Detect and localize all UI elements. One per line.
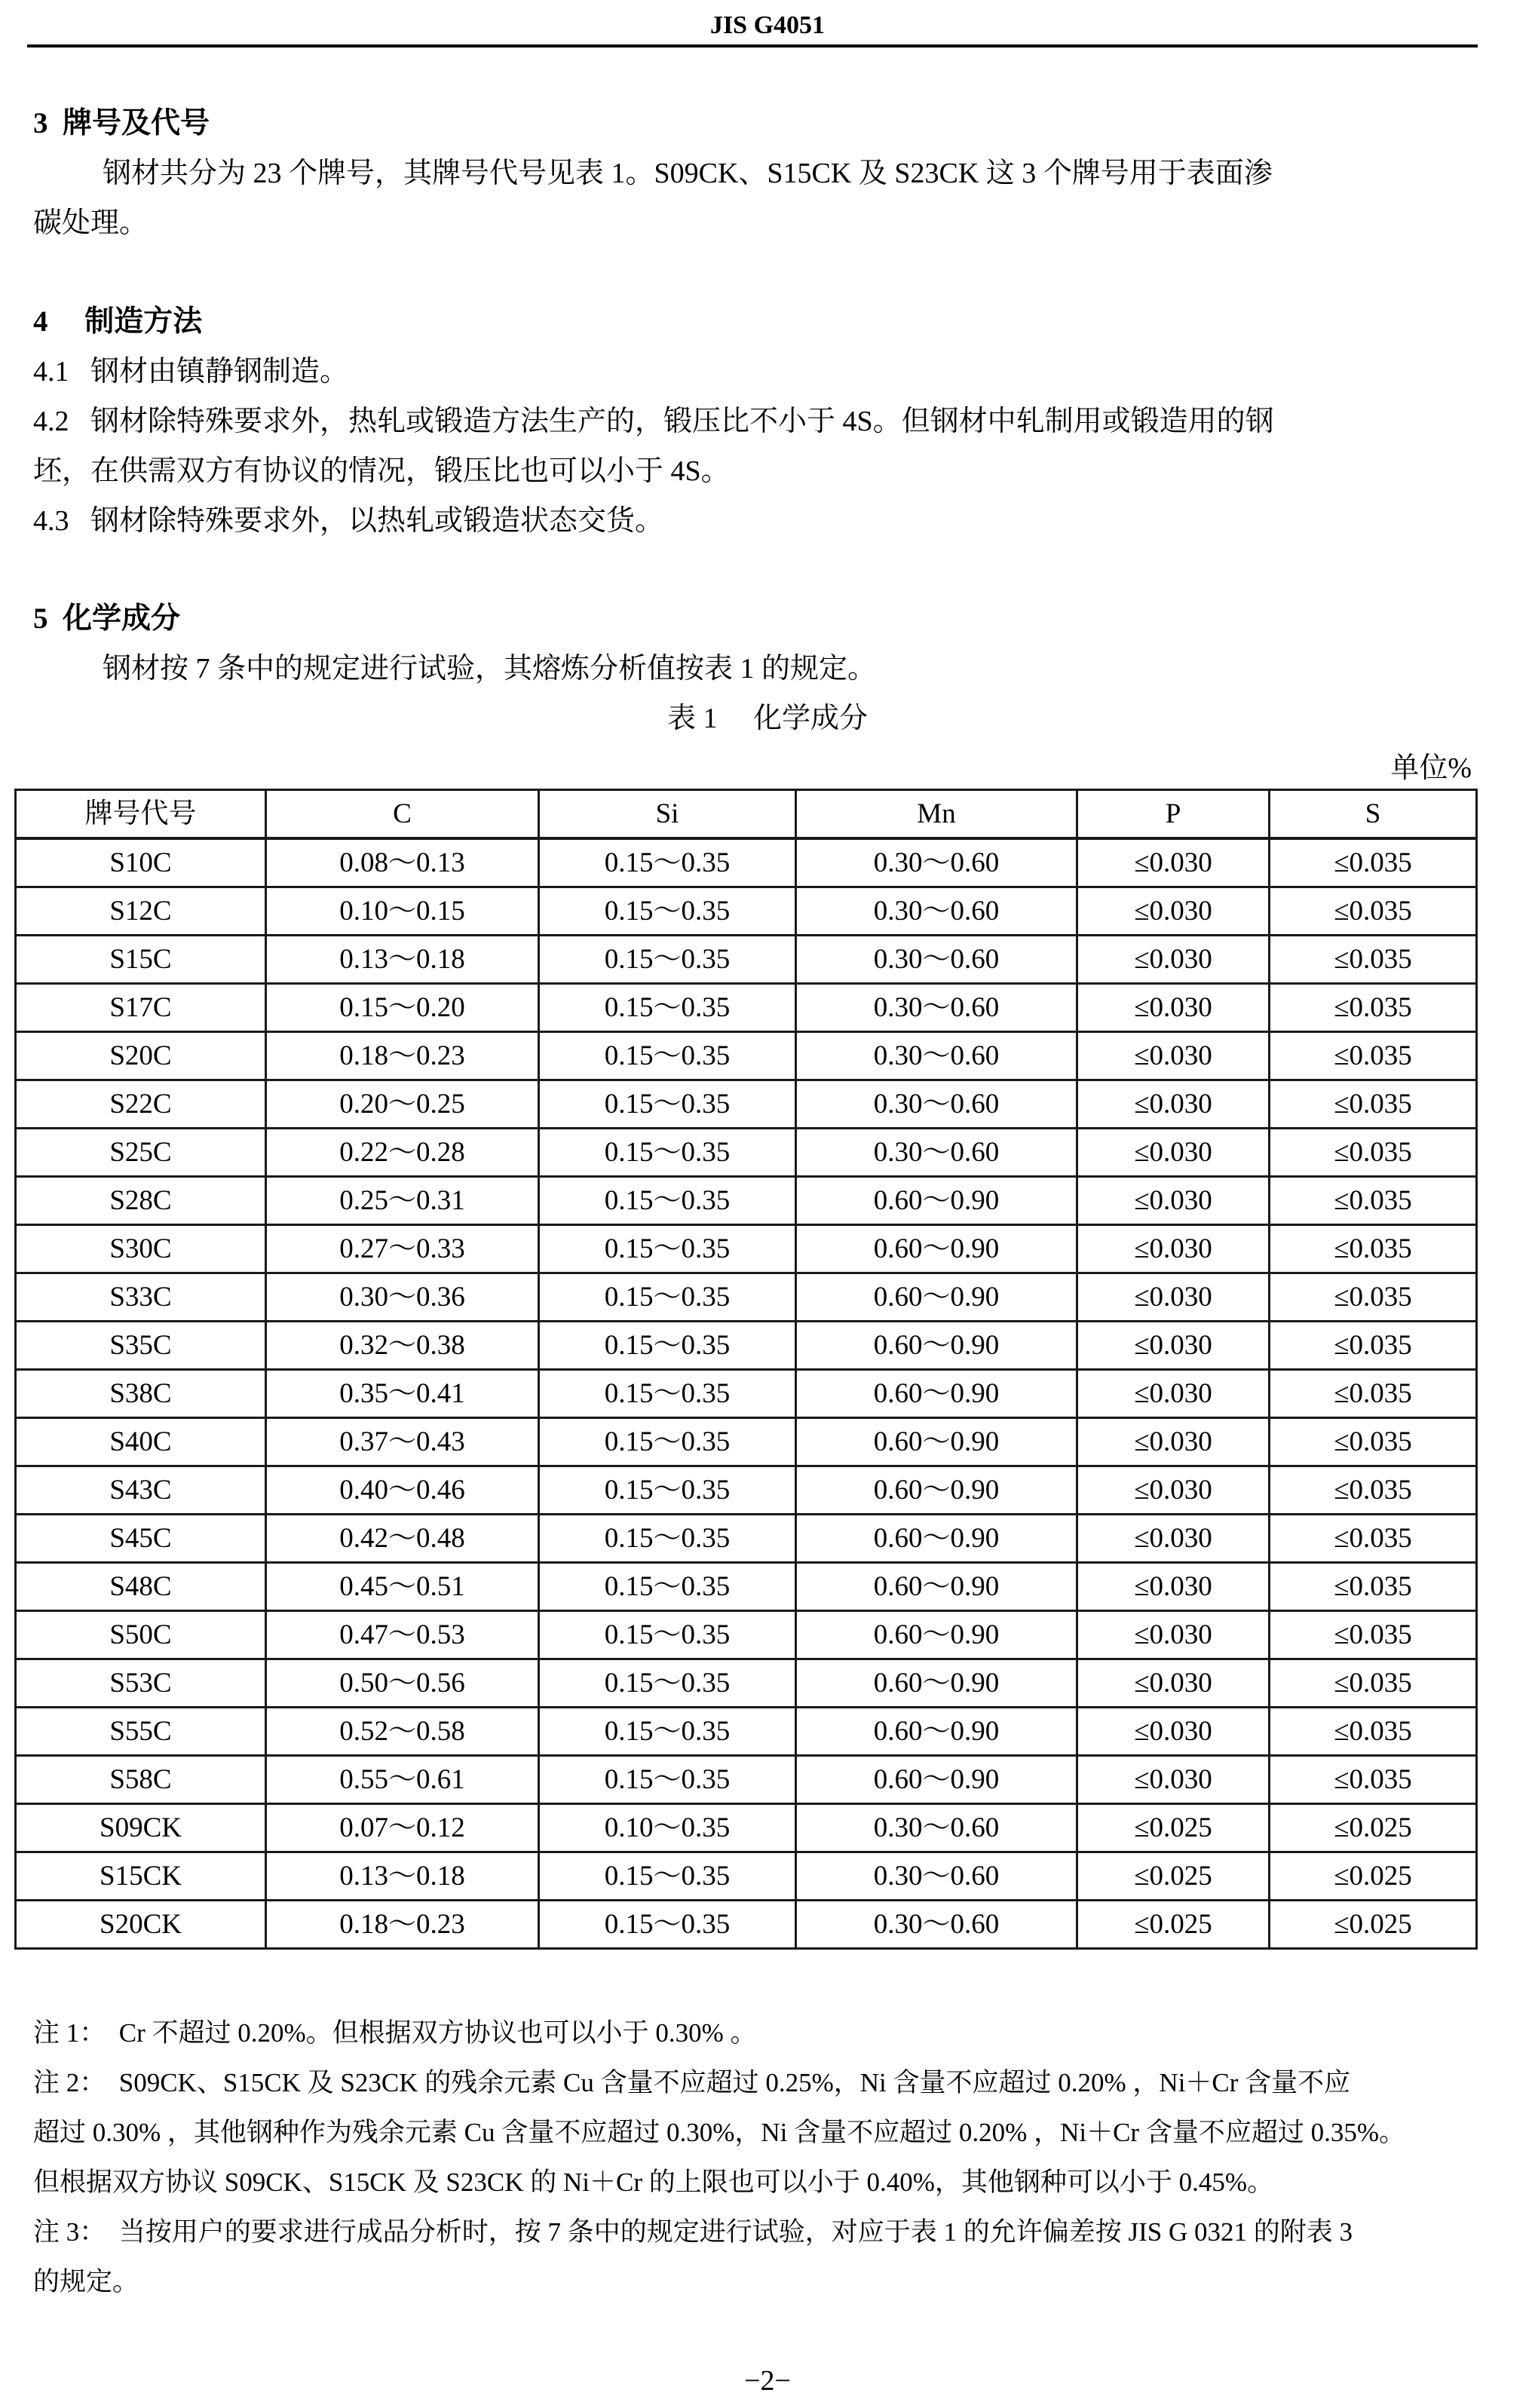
cell-mn: 0.60～0.90 bbox=[796, 1659, 1077, 1708]
table-row bbox=[16, 1129, 1477, 1177]
page-number: −2− bbox=[744, 2365, 791, 2397]
table-caption: 表 1 化学成分 bbox=[666, 703, 868, 734]
cell-p: ≤0.030 bbox=[1077, 984, 1270, 1032]
cell-grade: S15C bbox=[16, 936, 266, 984]
cell-grade: S50C bbox=[16, 1611, 266, 1659]
table-row bbox=[16, 1466, 1477, 1515]
cell-s: ≤0.035 bbox=[1270, 1273, 1477, 1322]
cell-s: ≤0.035 bbox=[1270, 1032, 1477, 1080]
cell-s: ≤0.035 bbox=[1270, 1756, 1477, 1804]
clause-number: 4.1 bbox=[33, 356, 69, 388]
cell-c: 0.08～0.13 bbox=[266, 838, 539, 887]
cell-grade: S48C bbox=[16, 1563, 266, 1611]
table-row bbox=[16, 1901, 1477, 1949]
table-row bbox=[16, 1225, 1477, 1273]
cell-s: ≤0.025 bbox=[1270, 1804, 1477, 1852]
cell-s: ≤0.035 bbox=[1270, 1708, 1477, 1756]
table-row bbox=[16, 1852, 1477, 1901]
cell-c: 0.55～0.61 bbox=[266, 1756, 539, 1804]
cell-p: ≤0.030 bbox=[1077, 1515, 1270, 1563]
cell-grade: S38C bbox=[16, 1370, 266, 1418]
cell-grade: S20CK bbox=[16, 1901, 266, 1949]
cell-p: ≤0.025 bbox=[1077, 1901, 1270, 1949]
cell-s: ≤0.035 bbox=[1270, 1225, 1477, 1273]
table-row bbox=[16, 1032, 1477, 1080]
cell-s: ≤0.035 bbox=[1270, 1466, 1477, 1515]
cell-p: ≤0.030 bbox=[1077, 1708, 1270, 1756]
section-4-number: 4 bbox=[33, 305, 48, 338]
cell-s: ≤0.035 bbox=[1270, 887, 1477, 936]
table-row bbox=[16, 1659, 1477, 1708]
cell-si: 0.15～0.35 bbox=[539, 1708, 796, 1756]
table-row bbox=[16, 1611, 1477, 1659]
column-header-mn: Mn bbox=[796, 790, 1077, 839]
cell-p: ≤0.030 bbox=[1077, 1177, 1270, 1225]
cell-mn: 0.60～0.90 bbox=[796, 1515, 1077, 1563]
table-header-row bbox=[16, 790, 1477, 839]
section-3-paragraph-line-2: 碳处理。 bbox=[33, 207, 149, 239]
cell-c: 0.42～0.48 bbox=[266, 1515, 539, 1563]
cell-mn: 0.60～0.90 bbox=[796, 1322, 1077, 1370]
cell-si: 0.15～0.35 bbox=[539, 1659, 796, 1708]
cell-si: 0.15～0.35 bbox=[539, 1563, 796, 1611]
cell-mn: 0.60～0.90 bbox=[796, 1370, 1077, 1418]
section-3-number: 3 bbox=[33, 107, 48, 139]
cell-grade: S25C bbox=[16, 1129, 266, 1177]
clause-text: 钢材除特殊要求外，热轧或锻造方法生产的，锻压比不小于 4S。但钢材中轧制用或锻造用的钢 bbox=[90, 406, 1274, 437]
section-3-title: 牌号及代号 bbox=[63, 107, 210, 139]
table-row bbox=[16, 1322, 1477, 1370]
cell-grade: S09CK bbox=[16, 1804, 266, 1852]
cell-p: ≤0.030 bbox=[1077, 838, 1270, 887]
cell-s: ≤0.035 bbox=[1270, 1515, 1477, 1563]
cell-mn: 0.30～0.60 bbox=[796, 1901, 1077, 1949]
cell-p: ≤0.025 bbox=[1077, 1852, 1270, 1901]
cell-p: ≤0.030 bbox=[1077, 1563, 1270, 1611]
cell-mn: 0.30～0.60 bbox=[796, 936, 1077, 984]
cell-c: 0.20～0.25 bbox=[266, 1080, 539, 1129]
cell-grade: S45C bbox=[16, 1515, 266, 1563]
cell-si: 0.15～0.35 bbox=[539, 1225, 796, 1273]
clause-text: 钢材由镇静钢制造。 bbox=[90, 356, 349, 388]
cell-si: 0.15～0.35 bbox=[539, 1756, 796, 1804]
cell-s: ≤0.035 bbox=[1270, 1611, 1477, 1659]
cell-c: 0.35～0.41 bbox=[266, 1370, 539, 1418]
cell-mn: 0.60～0.90 bbox=[796, 1418, 1077, 1466]
note-2-line-2: 超过 0.30% ，其他钢种作为残余元素 Cu 含量不应超过 0.30%，Ni 含量不应超过 0.20% ，Ni＋Cr 含量不应超过 0.35%。 bbox=[33, 2118, 1405, 2147]
cell-mn: 0.30～0.60 bbox=[796, 1852, 1077, 1901]
table-row bbox=[16, 1804, 1477, 1852]
table-row bbox=[16, 1515, 1477, 1563]
cell-si: 0.15～0.35 bbox=[539, 1418, 796, 1466]
table-row bbox=[16, 838, 1477, 887]
cell-p: ≤0.030 bbox=[1077, 1129, 1270, 1177]
cell-p: ≤0.030 bbox=[1077, 1659, 1270, 1708]
cell-grade: S10C bbox=[16, 838, 266, 887]
cell-si: 0.15～0.35 bbox=[539, 936, 796, 984]
cell-p: ≤0.030 bbox=[1077, 1466, 1270, 1515]
cell-p: ≤0.030 bbox=[1077, 1225, 1270, 1273]
cell-c: 0.32～0.38 bbox=[266, 1322, 539, 1370]
table-row bbox=[16, 1756, 1477, 1804]
cell-mn: 0.30～0.60 bbox=[796, 887, 1077, 936]
clause-4-2 bbox=[33, 403, 1274, 440]
cell-mn: 0.60～0.90 bbox=[796, 1225, 1077, 1273]
cell-s: ≤0.035 bbox=[1270, 1129, 1477, 1177]
table-row bbox=[16, 1370, 1477, 1418]
cell-si: 0.15～0.35 bbox=[539, 838, 796, 887]
cell-s: ≤0.025 bbox=[1270, 1852, 1477, 1901]
cell-c: 0.07～0.12 bbox=[266, 1804, 539, 1852]
section-4-title: 制造方法 bbox=[84, 305, 203, 338]
cell-p: ≤0.030 bbox=[1077, 1418, 1270, 1466]
cell-grade: S33C bbox=[16, 1273, 266, 1322]
cell-c: 0.13～0.18 bbox=[266, 1852, 539, 1901]
note-2-line-3: 但根据双方协议 S09CK、S15CK 及 S23CK 的 Ni＋Cr 的上限也可以小于 0.40%，其他钢种可以小于 0.45%。 bbox=[33, 2168, 1274, 2197]
table-row bbox=[16, 1080, 1477, 1129]
cell-p: ≤0.030 bbox=[1077, 887, 1270, 936]
table-row bbox=[16, 1177, 1477, 1225]
table-row bbox=[16, 936, 1477, 984]
chemical-composition-table bbox=[14, 789, 1478, 1950]
cell-si: 0.15～0.35 bbox=[539, 1466, 796, 1515]
cell-si: 0.15～0.35 bbox=[539, 1852, 796, 1901]
cell-mn: 0.30～0.60 bbox=[796, 838, 1077, 887]
cell-grade: S20C bbox=[16, 1032, 266, 1080]
section-5-heading bbox=[33, 601, 180, 637]
clause-number: 4.2 bbox=[33, 406, 69, 437]
cell-c: 0.52～0.58 bbox=[266, 1708, 539, 1756]
cell-si: 0.15～0.35 bbox=[539, 1129, 796, 1177]
table-row bbox=[16, 984, 1477, 1032]
cell-c: 0.10～0.15 bbox=[266, 887, 539, 936]
cell-c: 0.50～0.56 bbox=[266, 1659, 539, 1708]
cell-si: 0.15～0.35 bbox=[539, 1515, 796, 1563]
table-row bbox=[16, 887, 1477, 936]
cell-p: ≤0.030 bbox=[1077, 1322, 1270, 1370]
cell-mn: 0.30～0.60 bbox=[796, 1080, 1077, 1129]
cell-grade: S12C bbox=[16, 887, 266, 936]
column-header-c: C bbox=[266, 790, 539, 839]
cell-si: 0.15～0.35 bbox=[539, 1370, 796, 1418]
cell-s: ≤0.035 bbox=[1270, 838, 1477, 887]
cell-si: 0.15～0.35 bbox=[539, 1177, 796, 1225]
cell-s: ≤0.025 bbox=[1270, 1901, 1477, 1949]
cell-p: ≤0.030 bbox=[1077, 1080, 1270, 1129]
column-header-s: S bbox=[1270, 790, 1477, 839]
cell-grade: S28C bbox=[16, 1177, 266, 1225]
cell-mn: 0.30～0.60 bbox=[796, 1129, 1077, 1177]
cell-grade: S15CK bbox=[16, 1852, 266, 1901]
cell-s: ≤0.035 bbox=[1270, 1418, 1477, 1466]
clause-4-3 bbox=[33, 503, 663, 539]
cell-s: ≤0.035 bbox=[1270, 1659, 1477, 1708]
column-header-p: P bbox=[1077, 790, 1270, 839]
cell-grade: S40C bbox=[16, 1418, 266, 1466]
section-5-number: 5 bbox=[33, 602, 48, 635]
cell-grade: S30C bbox=[16, 1225, 266, 1273]
section-3-heading bbox=[33, 106, 210, 142]
table-unit-label: 单位% bbox=[1390, 752, 1472, 784]
cell-c: 0.15～0.20 bbox=[266, 984, 539, 1032]
cell-c: 0.37～0.43 bbox=[266, 1418, 539, 1466]
note-1: 注 1： Cr 不超过 0.20%。但根据双方协议也可以小于 0.30% 。 bbox=[33, 2018, 757, 2048]
cell-p: ≤0.025 bbox=[1077, 1804, 1270, 1852]
cell-p: ≤0.030 bbox=[1077, 1611, 1270, 1659]
note-2-line-1: 注 2： S09CK、S15CK 及 S23CK 的残余元素 Cu 含量不应超过 0.25%，Ni 含量不应超过 0.20% ，Ni＋Cr 含量不应 bbox=[33, 2068, 1351, 2097]
cell-s: ≤0.035 bbox=[1270, 1322, 1477, 1370]
cell-s: ≤0.035 bbox=[1270, 984, 1477, 1032]
cell-c: 0.13～0.18 bbox=[266, 936, 539, 984]
cell-c: 0.18～0.23 bbox=[266, 1901, 539, 1949]
cell-si: 0.15～0.35 bbox=[539, 1032, 796, 1080]
section-4-heading bbox=[33, 304, 202, 340]
cell-mn: 0.60～0.90 bbox=[796, 1273, 1077, 1322]
cell-grade: S22C bbox=[16, 1080, 266, 1129]
cell-mn: 0.30～0.60 bbox=[796, 984, 1077, 1032]
cell-si: 0.15～0.35 bbox=[539, 1901, 796, 1949]
cell-mn: 0.60～0.90 bbox=[796, 1756, 1077, 1804]
cell-si: 0.15～0.35 bbox=[539, 1322, 796, 1370]
cell-c: 0.30～0.36 bbox=[266, 1273, 539, 1322]
table-row bbox=[16, 1708, 1477, 1756]
cell-si: 0.15～0.35 bbox=[539, 1080, 796, 1129]
cell-s: ≤0.035 bbox=[1270, 1080, 1477, 1129]
cell-mn: 0.60～0.90 bbox=[796, 1177, 1077, 1225]
cell-si: 0.15～0.35 bbox=[539, 887, 796, 936]
cell-c: 0.45～0.51 bbox=[266, 1563, 539, 1611]
cell-c: 0.27～0.33 bbox=[266, 1225, 539, 1273]
clause-4-1 bbox=[33, 354, 348, 390]
cell-mn: 0.60～0.90 bbox=[796, 1611, 1077, 1659]
cell-si: 0.15～0.35 bbox=[539, 1611, 796, 1659]
cell-grade: S35C bbox=[16, 1322, 266, 1370]
cell-grade: S55C bbox=[16, 1708, 266, 1756]
cell-si: 0.15～0.35 bbox=[539, 984, 796, 1032]
cell-s: ≤0.035 bbox=[1270, 1370, 1477, 1418]
column-header-grade: 牌号代号 bbox=[16, 790, 266, 839]
cell-mn: 0.60～0.90 bbox=[796, 1466, 1077, 1515]
cell-si: 0.10～0.35 bbox=[539, 1804, 796, 1852]
table-row bbox=[16, 1273, 1477, 1322]
section-5-paragraph: 钢材按 7 条中的规定进行试验，其熔炼分析值按表 1 的规定。 bbox=[103, 653, 877, 685]
cell-grade: S17C bbox=[16, 984, 266, 1032]
running-header-title: JIS G4051 bbox=[709, 11, 826, 39]
note-3-line-2: 的规定。 bbox=[33, 2267, 139, 2296]
cell-mn: 0.30～0.60 bbox=[796, 1804, 1077, 1852]
cell-s: ≤0.035 bbox=[1270, 1177, 1477, 1225]
cell-grade: S58C bbox=[16, 1756, 266, 1804]
cell-grade: S53C bbox=[16, 1659, 266, 1708]
cell-grade: S43C bbox=[16, 1466, 266, 1515]
clause-4-2-continuation: 坯，在供需双方有协议的情况，锻压比也可以小于 4S。 bbox=[33, 455, 730, 487]
cell-c: 0.25～0.31 bbox=[266, 1177, 539, 1225]
cell-s: ≤0.035 bbox=[1270, 936, 1477, 984]
cell-p: ≤0.030 bbox=[1077, 1032, 1270, 1080]
cell-mn: 0.60～0.90 bbox=[796, 1708, 1077, 1756]
column-header-si: Si bbox=[539, 790, 796, 839]
clause-number: 4.3 bbox=[33, 505, 69, 537]
section-3-paragraph-line-1: 钢材共分为 23 个牌号，其牌号代号见表 1。S09CK、S15CK 及 S23CK 这 3 个牌号用于表面渗 bbox=[103, 158, 1273, 189]
table-row bbox=[16, 1418, 1477, 1466]
clause-text: 钢材除特殊要求外，以热轧或锻造状态交货。 bbox=[90, 505, 664, 537]
cell-si: 0.15～0.35 bbox=[539, 1273, 796, 1322]
cell-p: ≤0.030 bbox=[1077, 1756, 1270, 1804]
cell-p: ≤0.030 bbox=[1077, 936, 1270, 984]
section-5-title: 化学成分 bbox=[63, 602, 181, 635]
header-rule bbox=[27, 44, 1478, 47]
cell-c: 0.22～0.28 bbox=[266, 1129, 539, 1177]
cell-c: 0.47～0.53 bbox=[266, 1611, 539, 1659]
cell-mn: 0.60～0.90 bbox=[796, 1563, 1077, 1611]
cell-p: ≤0.030 bbox=[1077, 1273, 1270, 1322]
cell-p: ≤0.030 bbox=[1077, 1370, 1270, 1418]
cell-c: 0.40～0.46 bbox=[266, 1466, 539, 1515]
table-row bbox=[16, 1563, 1477, 1611]
cell-c: 0.18～0.23 bbox=[266, 1032, 539, 1080]
cell-s: ≤0.035 bbox=[1270, 1563, 1477, 1611]
note-3-line-1: 注 3： 当按用户的要求进行成品分析时，按 7 条中的规定进行试验，对应于表 1 的允许偏差按 JIS G 0321 的附表 3 bbox=[33, 2217, 1353, 2247]
cell-mn: 0.30～0.60 bbox=[796, 1032, 1077, 1080]
